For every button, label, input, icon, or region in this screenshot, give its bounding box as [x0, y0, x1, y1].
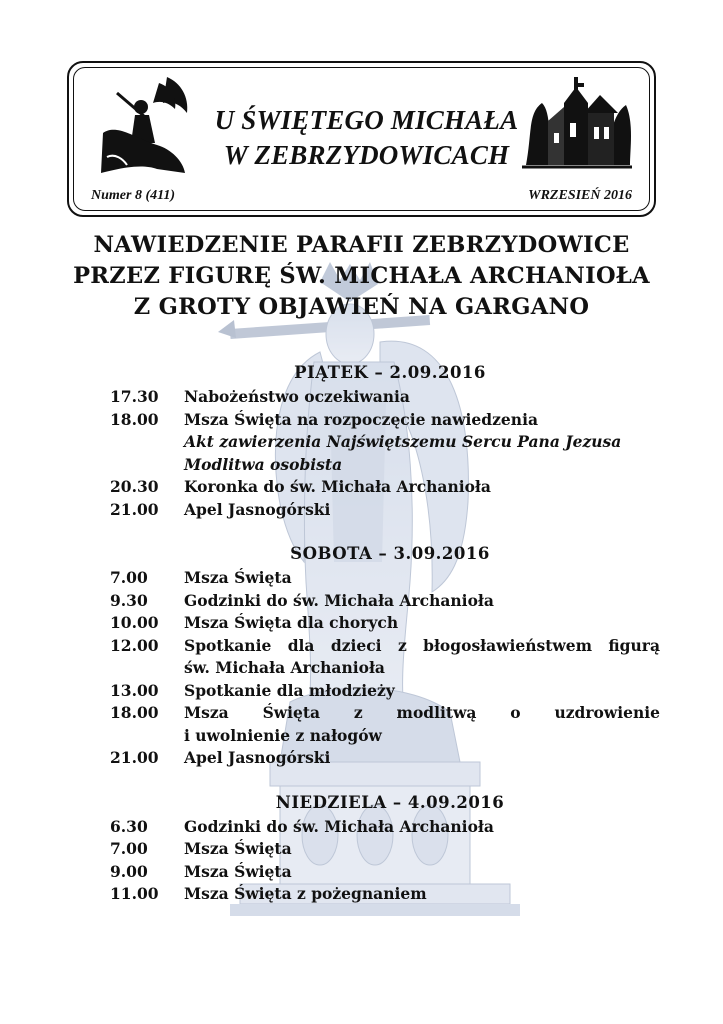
row-time: 7.00 — [110, 568, 148, 587]
row-text: Msza Święta — [184, 839, 292, 858]
row-time: 17.30 — [110, 387, 159, 406]
schedule-row — [110, 476, 660, 499]
row-text: Apel Jasnogórski — [184, 499, 331, 519]
row-time: 11.00 — [110, 884, 159, 903]
schedule-row — [110, 883, 660, 906]
day-title-sunday: NIEDZIELA – 4.09.2016 — [275, 792, 505, 812]
row-time: 20.30 — [110, 477, 159, 496]
section-gap — [110, 770, 660, 790]
schedule-row — [110, 838, 660, 861]
headline-line2: PRZEZ FIGURĘ ŚW. MICHAŁA ARCHANIOŁA — [73, 263, 650, 289]
row-text: Godzinki do św. Michała Archanioła — [184, 816, 494, 836]
row-text: Godzinki do św. Michała Archanioła — [184, 590, 494, 610]
schedule-row — [110, 386, 660, 409]
schedule-row — [110, 431, 660, 454]
headline-line1: NAWIEDZENIE PARAFII ZEBRZYDOWICE — [93, 232, 630, 258]
row-time: 6.30 — [110, 816, 148, 836]
row-text: Spotkanie dla młodzieży — [184, 680, 395, 700]
row-text: i uwolnienie z nałogów — [184, 725, 382, 745]
row-text: Msza Święta na rozpoczęcie nawiedzenia — [184, 409, 538, 429]
row-text: Modlitwa osobista — [184, 454, 343, 474]
church-icon — [518, 73, 636, 173]
masthead — [67, 61, 656, 217]
section-gap — [110, 521, 660, 541]
day-title-saturday: SOBOTA – 3.09.2016 — [290, 544, 490, 563]
schedule-row — [110, 612, 660, 635]
schedule-row — [110, 747, 660, 770]
row-time: 18.00 — [110, 703, 159, 722]
schedule-row — [110, 861, 660, 884]
schedule-row — [110, 409, 660, 432]
schedule — [110, 360, 660, 906]
row-text: Msza Święta dla chorych — [184, 613, 399, 632]
row-text: Msza Święta z modlitwą o uzdrowienie — [184, 703, 660, 722]
row-time: 9.30 — [110, 590, 148, 610]
row-text: Apel Jasnogórski — [184, 748, 331, 767]
headline — [40, 230, 683, 323]
headline-line3: Z GROTY OBJAWIEŃ NA GARGANO — [133, 294, 590, 320]
row-time: 18.00 — [110, 409, 159, 429]
schedule-row — [110, 590, 660, 613]
row-text: Msza Święta — [184, 568, 292, 587]
issue-number: Numer 8 (411) — [91, 188, 175, 203]
row-time: 10.00 — [110, 613, 159, 632]
day-title-friday: PIĄTEK – 2.09.2016 — [294, 363, 486, 382]
schedule-row — [110, 816, 660, 839]
row-time: 7.00 — [110, 839, 148, 858]
row-time: 9.00 — [110, 861, 148, 881]
masthead-title-line2: W ZEBRZYDOWICACH — [223, 140, 510, 170]
row-time — [110, 657, 184, 680]
row-text: Nabożeństwo oczekiwania — [184, 387, 410, 406]
schedule-row — [110, 454, 660, 477]
row-time — [110, 454, 184, 477]
schedule-row — [110, 657, 660, 680]
row-text: Msza Święta z pożegnaniem — [184, 884, 427, 903]
schedule-row — [110, 635, 660, 658]
issue-date: WRZESIEŃ 2016 — [528, 188, 632, 203]
row-time — [110, 725, 184, 748]
row-time: 21.00 — [110, 499, 159, 519]
row-text: Akt zawierzenia Najświętszemu Sercu Pana Jezusa — [184, 432, 622, 451]
schedule-row — [110, 567, 660, 590]
schedule-row — [110, 680, 660, 703]
schedule-row — [110, 725, 660, 748]
row-text: Spotkanie dla dzieci z błogosławieństwem figurą — [184, 635, 660, 655]
row-time: 12.00 — [110, 635, 159, 655]
schedule-row — [110, 499, 660, 522]
masthead-title-line1: U ŚWIĘTEGO MICHAŁA — [214, 105, 519, 135]
row-text: Msza Święta — [184, 861, 292, 881]
row-time: 13.00 — [110, 680, 159, 700]
schedule-row — [110, 702, 660, 725]
row-text: Koronka do św. Michała Archanioła — [184, 477, 491, 496]
row-text: św. Michała Archanioła — [184, 658, 385, 677]
row-time: 21.00 — [110, 748, 159, 767]
row-time — [110, 431, 184, 454]
